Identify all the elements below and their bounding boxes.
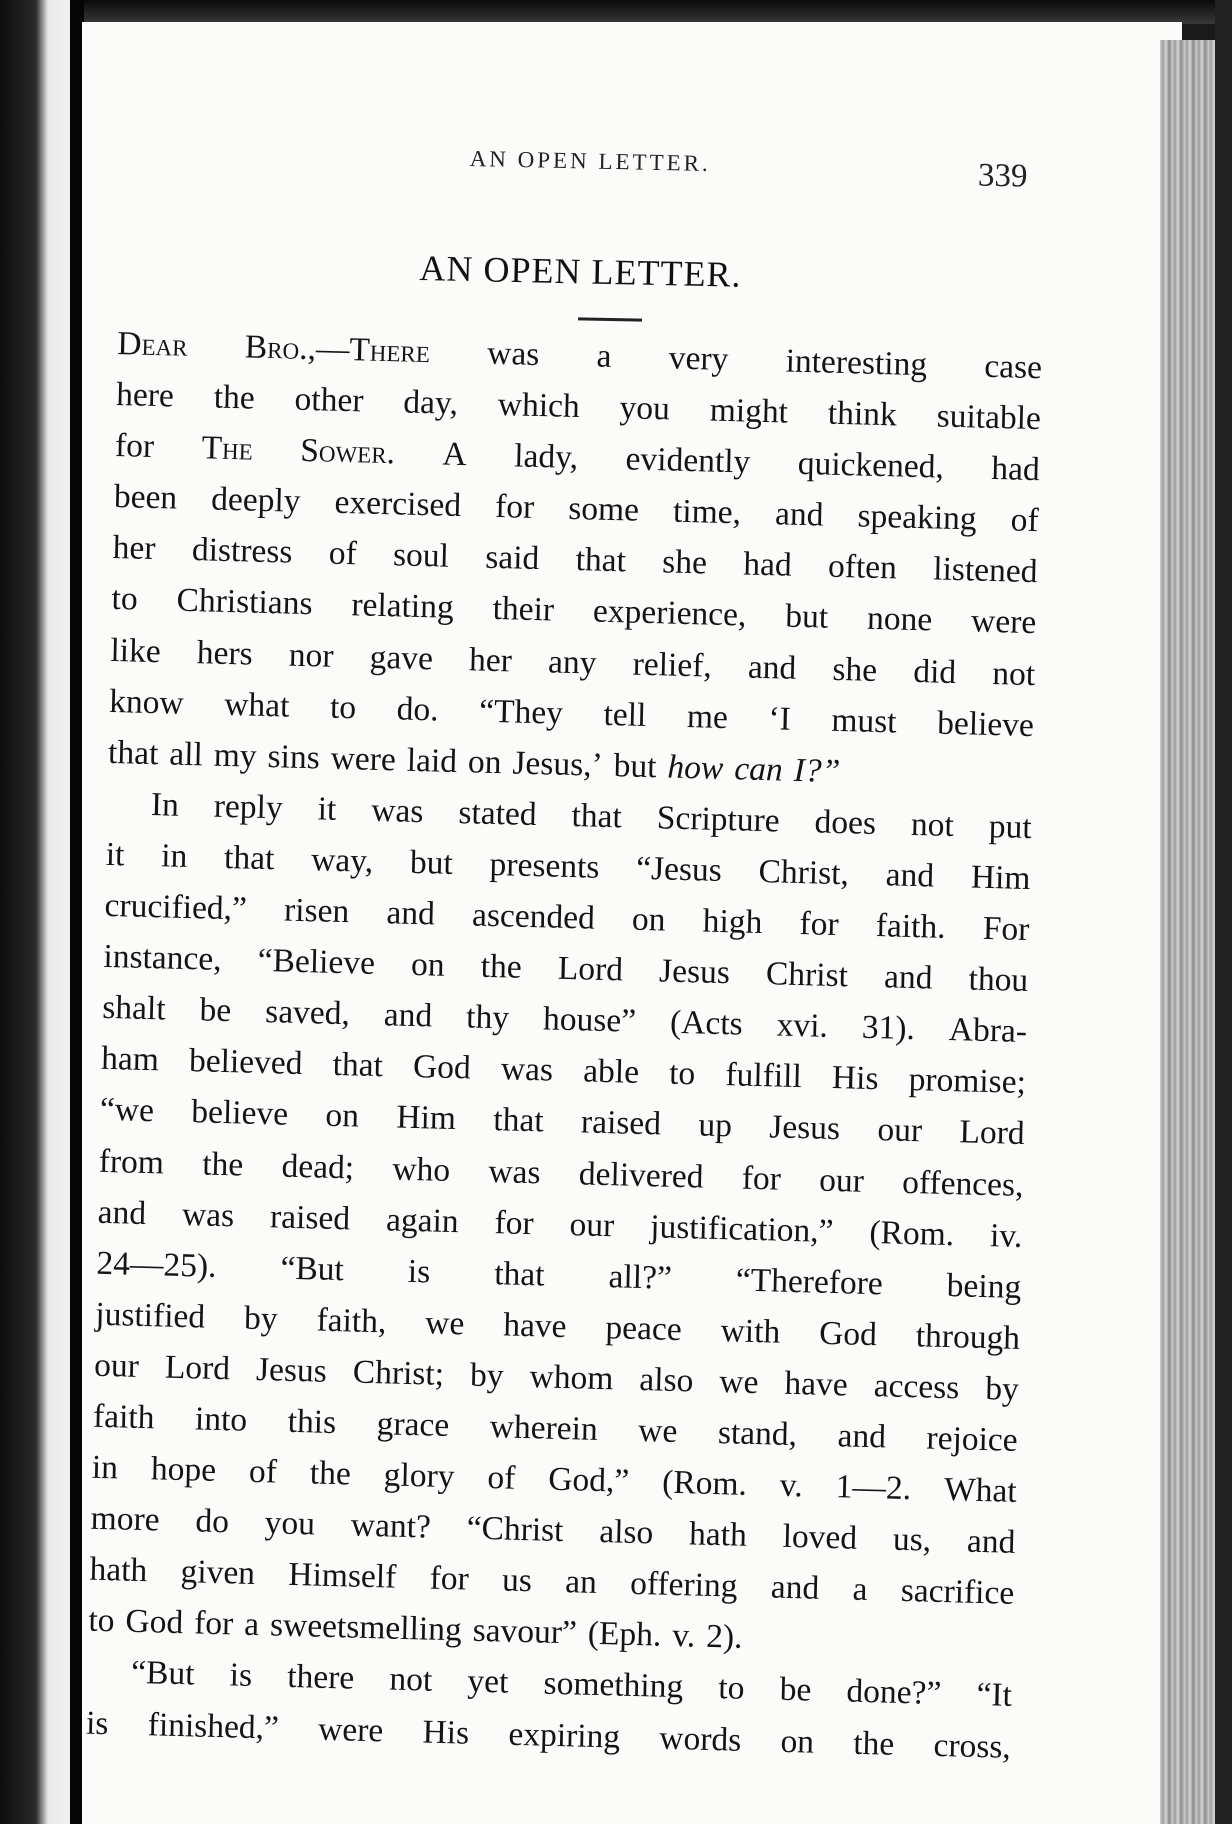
- article-title: AN OPEN LETTER.: [419, 247, 742, 295]
- text-line: Dear Bro.,—There was a very interesting case: [117, 324, 1043, 387]
- text-line: “we believe on Him that raised up Jesus our Lord: [99, 1091, 1026, 1153]
- text-line: our Lord Jesus Christ; by whom also we have access by: [93, 1346, 1020, 1408]
- scan-top-shadow: [0, 0, 1232, 24]
- text-line: to Christians relating their experience, but none were: [111, 580, 1037, 642]
- text-line: her distress of soul said that she had often listened: [112, 529, 1038, 591]
- text-line: been deeply exercised for some time, and speaking of: [113, 478, 1040, 540]
- text-line: know what to do. “They tell me ‘I must believe: [108, 682, 1035, 744]
- text-line: it in that way, but presents “Jesus Christ, and Him: [105, 835, 1031, 898]
- text-line: “But is there not yet something to be done?” “It: [130, 1654, 1013, 1715]
- text-line: to God for a sweetsmelling savour” (Eph. v. 2).: [88, 1602, 743, 1657]
- scan-right-shadow: [1215, 0, 1232, 1824]
- text-line: hath given Himself for us an offering and a sacrifice: [89, 1550, 1015, 1613]
- text-line: instance, “Believe on the Lord Jesus Christ and thou: [103, 937, 1029, 1000]
- facing-page-edge: [0, 0, 80, 1824]
- text-line: is finished,” were His expiring words on the cross,: [85, 1704, 1012, 1766]
- text-line: 24—25). “But is that all?” “Therefore being: [96, 1244, 1022, 1306]
- text-line: shalt be saved, and thy house” (Acts xvi. 31). Abra-: [101, 989, 1028, 1051]
- text-line: here the other day, which you might think suitable: [115, 376, 1042, 438]
- body-text: [86, 318, 1043, 1772]
- page-number: 339: [977, 157, 1028, 195]
- text-line: faith into this grace wherein we stand, and rejoice: [92, 1397, 1019, 1459]
- text-line: crucified,” risen and ascended on high for faith. For: [104, 886, 1030, 949]
- text-line: that all my sins were laid on Jesus,’ but how can I?”: [107, 733, 841, 790]
- text-line: in hope of the glory of God,” (Rom. v. 1—2. What: [91, 1448, 1018, 1510]
- running-head: AN OPEN LETTER.: [469, 146, 712, 177]
- text-line: ham believed that God was able to fulfill His promise;: [100, 1040, 1027, 1102]
- text-line: from the dead; who was delivered for our offences,: [98, 1142, 1024, 1204]
- text-line: justified by faith, we have peace with God through: [94, 1295, 1021, 1357]
- text-line: In reply it was stated that Scripture does not put: [150, 785, 1033, 846]
- text-line: like hers nor gave her any relief, and she did not: [110, 631, 1036, 693]
- text-line: and was raised again for our justification,” (Rom. iv.: [97, 1193, 1023, 1255]
- text-line: more do you want? “Christ also hath loved us, and: [90, 1499, 1016, 1562]
- text-line: for The Sower. A lady, evidently quickened, had: [114, 427, 1041, 489]
